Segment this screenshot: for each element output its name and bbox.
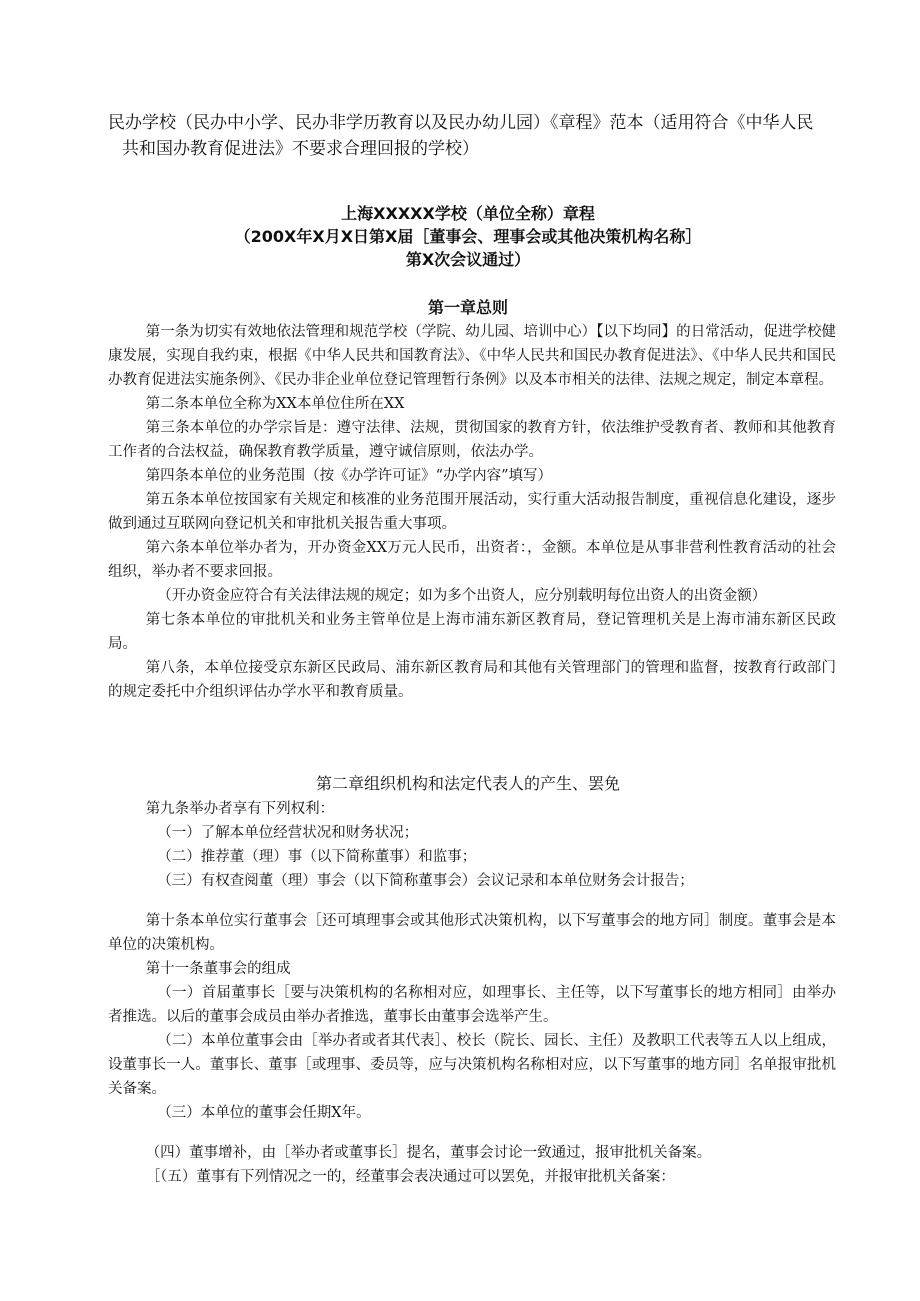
- title-line-2: （200X年X月X日第X届［董事会、理事会或其他决策机构名称］: [234, 227, 702, 246]
- article-9-item-1: （一）了解本单位经营状况和财务状况；: [157, 825, 419, 841]
- header-line-2: 共和国办教育促进法》不要求合理回报的学校）: [122, 139, 479, 159]
- article-5: 第五条本单位按国家有关规定和核准的业务范围开展活动，实行重大活动报告制度，重视信息化建设，逐步做到通过互联网向登记机关和审批机关报告重大事项。: [108, 492, 836, 532]
- article-11-item-3: （三）本单位的董事会任期X年。: [157, 1105, 371, 1121]
- article-6: 第六条本单位举办者为，开办资金XX万元人民币，出资者：，金额。本单位是从事非营利性教育活动的社会组织，举办者不要求回报。: [108, 540, 836, 580]
- document-title: [108, 202, 828, 271]
- title-line-3: 第X次会议通过）: [405, 250, 531, 269]
- article-11-item-4: （四）董事增补，由［举办者或董事长］提名，董事会讨论一致通过，报审批机关备案。: [145, 1145, 712, 1161]
- article-6-note: （开办资金应符合有关法律法规的规定；如为多个出资人，应分别载明每位出资人的出资金额）: [157, 588, 767, 604]
- chapter-1-body: [108, 320, 836, 704]
- article-11: 第十一条董事会的组成: [145, 961, 291, 977]
- header-line-1: 民办学校（民办中小学、民办非学历教育以及民办幼儿园）《章程》范本（适用符合《中华人民: [108, 113, 814, 133]
- chapter-2-body: [108, 797, 836, 1189]
- article-4: 第四条本单位的业务范围（按《办学许可证》“办学内容”填写）: [145, 468, 553, 484]
- article-8: 第八条，本单位接受京东新区民政局、浦东新区教育局和其他有关管理部门的管理和监督，按教育行政部门的规定委托中介组织评估办学水平和教育质量。: [108, 660, 836, 700]
- article-2: 第二条本单位全称为XX本单位住所在XX: [145, 396, 405, 412]
- spacer: [108, 1125, 836, 1141]
- chapter-2-heading: 第二章组织机构和法定代表人的产生、罢免: [315, 774, 620, 793]
- document-header: [108, 110, 828, 162]
- article-10: 第十条本单位实行董事会［还可填理事会或其他形式决策机构，以下写董事会的地方同］制度。董事会是本单位的决策机构。: [108, 913, 836, 953]
- article-9-item-3: （三）有权查阅董（理）事会（以下简称董事会）会议记录和本单位财务会计报告；: [157, 873, 694, 889]
- spacer: [108, 893, 836, 909]
- article-9: 第九条举办者享有下列权利：: [145, 801, 335, 817]
- article-7: 第七条本单位的审批机关和业务主管单位是上海市浦东新区教育局，登记管理机关是上海市浦东新区民政局。: [108, 612, 836, 652]
- article-11-item-2: （二）本单位董事会由［举办者或者其代表］、校长（院长、园长、主任）及教职工代表等五人以上组成，设董事长一人。董事长、董事［或理事、委员等，应与决策机构名称相对应，以下写董事的地方同］名单报审批机关备案。: [108, 1033, 836, 1097]
- title-line-1: 上海XXXXX学校（单位全称）章程: [341, 204, 595, 223]
- article-1: 第一条为切实有效地依法管理和规范学校（学院、幼儿园、培训中心）【以下均同】的日常活动，促进学校健康发展，实现自我约束，根据《中华人民共和国教育法》、《中华人民共和国民办教育促进法》、《中华人民共和国民办教育促进法实施条例》、《民办非企业单位登记管理暂行条例》以及本市相关的法律、法规之规定，制定本章程。: [108, 324, 836, 388]
- article-11-item-1: （一）首届董事长［要与决策机构的名称相对应，如理事长、主任等，以下写董事长的地方相同］由举办者推选。以后的董事会成员由举办者推选，董事长由董事会选举产生。: [108, 985, 836, 1025]
- article-3: 第三条本单位的办学宗旨是：遵守法律、法规，贯彻国家的教育方针，依法维护受教育者、教师和其他教育工作者的合法权益，确保教育教学质量，遵守诚信原则，依法办学。: [108, 420, 836, 460]
- article-11-item-5: ［（五）董事有下列情况之一的，经董事会表决通过可以罢免，并报审批机关备案：: [145, 1169, 675, 1185]
- chapter-1-heading: 第一章总则: [427, 298, 508, 317]
- article-9-item-2: （二）推荐董（理）事（以下简称董事）和监事；: [157, 849, 477, 865]
